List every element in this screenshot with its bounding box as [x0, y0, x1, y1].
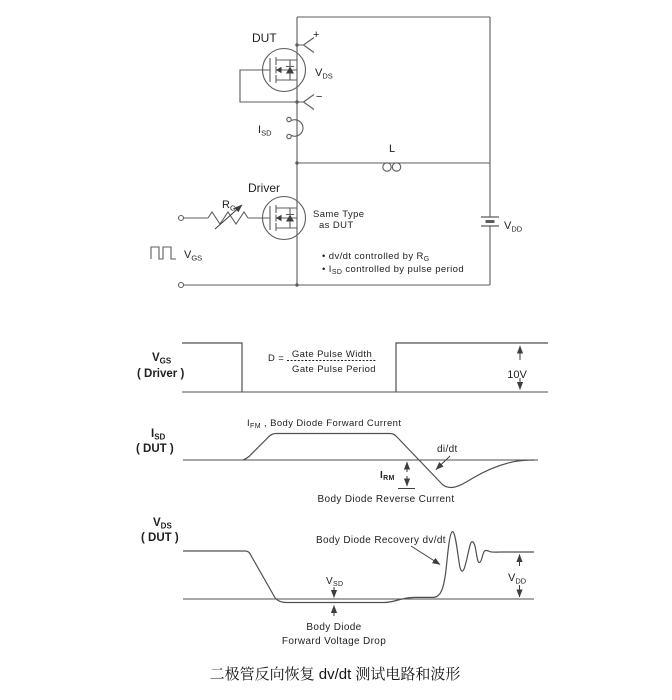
duty-formula-numerator: Gate Pulse Width	[291, 349, 373, 360]
ifm-annotation: $I_{FM}$ , Body Diode Forward Current	[247, 418, 402, 430]
isd-label: $I_{SD}$	[258, 124, 272, 138]
driver-label: Driver	[248, 181, 280, 195]
probe-plus-label: +	[313, 29, 320, 41]
inductor-icon	[383, 163, 401, 171]
test-circuit	[151, 17, 523, 288]
vgs-amplitude-label: 10V	[507, 369, 527, 381]
vgs-axis-label: $V_{GS}$	[152, 352, 172, 366]
drop-note-line1: Body Diode	[306, 622, 362, 633]
same-type-note-line2: as DUT	[319, 220, 354, 231]
isd-axis-label-paren: ( DUT )	[136, 443, 174, 455]
figure-caption: 二极管反向恢复 dv/dt 测试电路和波形	[209, 666, 461, 683]
vds-label: $V_{DS}$	[315, 67, 333, 81]
voltage-probe-plus-icon	[297, 38, 314, 53]
vgs-axis-label-paren: ( Driver )	[137, 368, 185, 380]
circuit-note-isd: • $I_{SD}$ controlled by pulse period	[322, 264, 465, 276]
circuit-wires	[184, 17, 490, 285]
return-terminal	[179, 283, 184, 288]
junction-dot	[295, 161, 298, 164]
battery-icon	[481, 217, 499, 226]
waveform-vds	[141, 517, 534, 647]
drop-note-line2: Forward Voltage Drop	[281, 636, 387, 647]
vds-axis-label: $V_{DS}$	[153, 517, 172, 531]
current-probe-icon	[287, 117, 303, 138]
circuit-note-dvdt: • dv/dt controlled by $R_G$	[322, 251, 430, 263]
isd-axis-label: $I_{SD}$	[151, 428, 166, 442]
duty-formula-denominator: Gate Pulse Period	[292, 364, 376, 375]
irm-label: $I_{RM}$	[380, 470, 395, 482]
vdd-amplitude-label: $V_{DD}$	[508, 572, 527, 586]
probe-minus-label: −	[316, 91, 323, 103]
rg-label: $R_G$	[222, 199, 236, 213]
dut-label: DUT	[252, 31, 277, 45]
recovery-note: Body Diode Recovery dv/dt	[316, 535, 446, 546]
vdd-label: $V_{DD}$	[504, 220, 523, 234]
waveform-isd	[136, 418, 538, 505]
reverse-current-note: Body Diode Reverse Current	[317, 494, 455, 505]
voltage-probe-minus-icon	[297, 95, 314, 110]
waveform-vgs	[137, 343, 548, 392]
vgs-source-label: $V_{GS}$	[184, 249, 203, 263]
inductor-label: L	[389, 143, 396, 155]
vds-axis-label-paren: ( DUT )	[141, 532, 179, 544]
didt-label: di/dt	[437, 444, 458, 455]
vsd-label: $V_{SD}$	[326, 576, 344, 588]
pulse-waveform-icon	[151, 247, 176, 259]
duty-formula-lhs: D =	[268, 353, 285, 364]
junction-dot	[295, 283, 298, 286]
gate-input-terminal	[179, 216, 184, 221]
recovery-arrow	[411, 546, 440, 565]
same-type-note-line1: Same Type	[313, 209, 365, 220]
didt-arrow	[436, 456, 450, 470]
